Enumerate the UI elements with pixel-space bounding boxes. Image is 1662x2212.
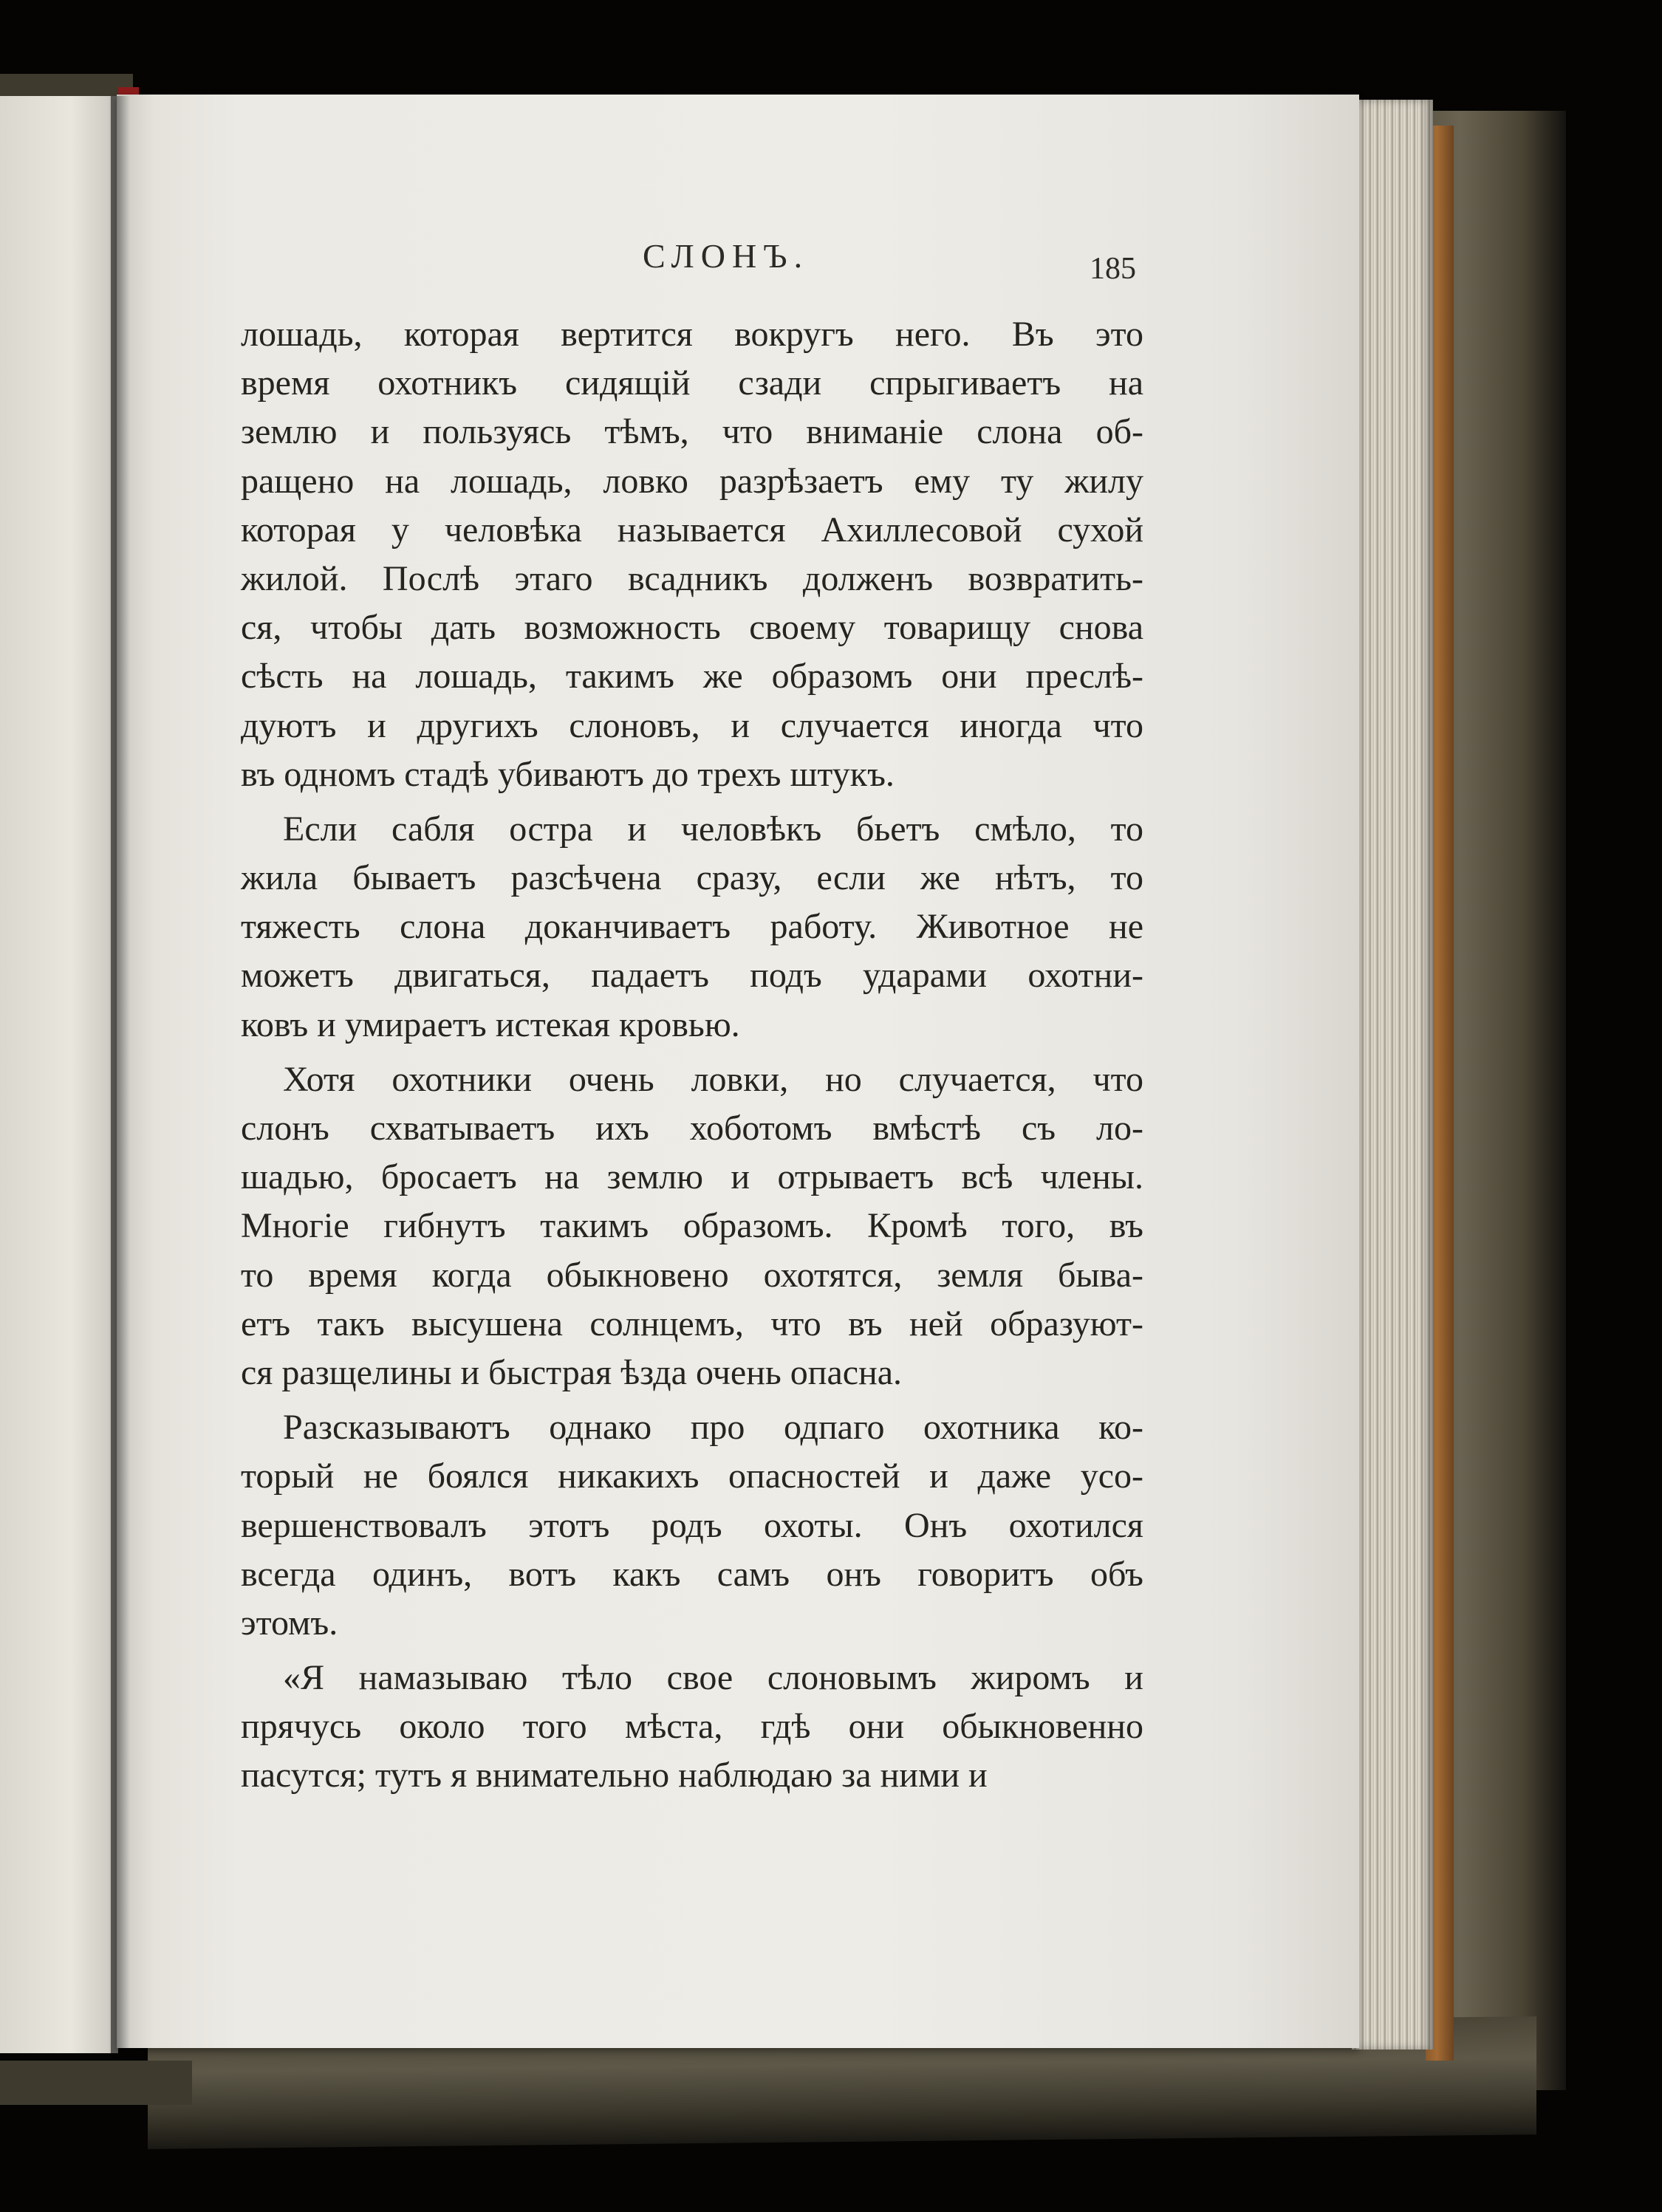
text-line: которая у человѣка называется Ахиллесовой сухой [241, 510, 1143, 549]
text-line: землю и пользуясь тѣмъ, что вниманіе слона об- [241, 412, 1143, 452]
text-line: вершенствовалъ этотъ родъ охоты. Онъ охотился [241, 1505, 1143, 1545]
text-line: Многіе гибнутъ такимъ образомъ. Кромѣ того, въ [241, 1206, 1143, 1246]
page-number: 185 [1090, 252, 1136, 286]
text-line: дуютъ и другихъ слоновъ, и случается иногда что [241, 705, 1143, 745]
book-cover-edge-bottom [0, 2061, 192, 2105]
paragraph [241, 805, 1143, 1049]
paragraph [241, 310, 1143, 799]
text-line: можетъ двигаться, падаетъ подъ ударами охотни- [241, 956, 1143, 996]
text-line: ковъ и умираетъ истекая кровью. [241, 1004, 740, 1044]
text-line: жилой. Послѣ этаго всадникъ долженъ возвратить- [241, 558, 1143, 598]
paragraph-gap [241, 1397, 1143, 1403]
paragraph [241, 1654, 1143, 1801]
text-line: торый не боялся никакихъ опасностей и даже усо- [241, 1456, 1143, 1496]
text-line: слонъ схватываетъ ихъ хоботомъ вмѣстѣ съ ло- [241, 1109, 1143, 1148]
text-line: Разсказываютъ однако про одпаго охотника ко- [283, 1408, 1143, 1448]
text-line: сѣсть на лошадь, такимъ же образомъ они преслѣ- [241, 657, 1143, 696]
text-line: ся, чтобы дать возможность своему товарищу снова [241, 608, 1143, 648]
text-line: этомъ. [241, 1603, 338, 1643]
text-line: ся разщелины и быстрая ѣзда очень опасна. [241, 1352, 903, 1392]
paragraph-gap [241, 799, 1143, 805]
text-line: то время когда обыкновено охотятся, земля быва- [241, 1255, 1143, 1295]
text-line: етъ такъ высушена солнцемъ, что въ ней образуют- [241, 1304, 1143, 1343]
paragraph-gap [241, 1648, 1143, 1654]
gutter-shadow [111, 96, 130, 2053]
paragraph [241, 1403, 1143, 1648]
text-line: тяжесть слона доканчиваетъ работу. Животное не [241, 907, 1143, 947]
text-line: Если сабля остра и человѣкъ бьетъ смѣло, то [283, 809, 1143, 849]
text-line: Хотя охотники очень ловки, но случается, что [283, 1059, 1143, 1099]
text-line: время охотникъ сидящій сзади спрыгиваетъ на [241, 363, 1143, 403]
text-line: въ одномъ стадѣ убиваютъ до трехъ штукъ. [241, 754, 895, 794]
paragraph-gap [241, 1049, 1143, 1055]
paragraph [241, 1055, 1143, 1397]
text-line: лошадь, которая вертится вокругъ него. Въ это [241, 315, 1143, 354]
body-text [241, 310, 1143, 1801]
text-line: прячусь около того мѣста, гдѣ они обыкновенно [241, 1707, 1143, 1747]
text-line: ращено на лошадь, ловко разрѣзаетъ ему ту жилу [241, 461, 1143, 501]
running-title: СЛОНЪ. [643, 237, 810, 275]
text-line: жила бываетъ разсѣчена сразу, если же нѣтъ, то [241, 858, 1143, 898]
text-line: шадью, бросаетъ на землю и отрываетъ всѣ члены. [241, 1157, 1143, 1197]
left-page [0, 96, 118, 2053]
text-line: пасутся; тутъ я внимательно наблюдаю за ними и [241, 1756, 988, 1795]
page-stack-edges [1352, 100, 1433, 2050]
text-line: всегда одинъ, вотъ какъ самъ онъ говоритъ объ [241, 1554, 1143, 1594]
text-line: «Я намазываю тѣло свое слоновымъ жиромъ и [283, 1658, 1143, 1698]
